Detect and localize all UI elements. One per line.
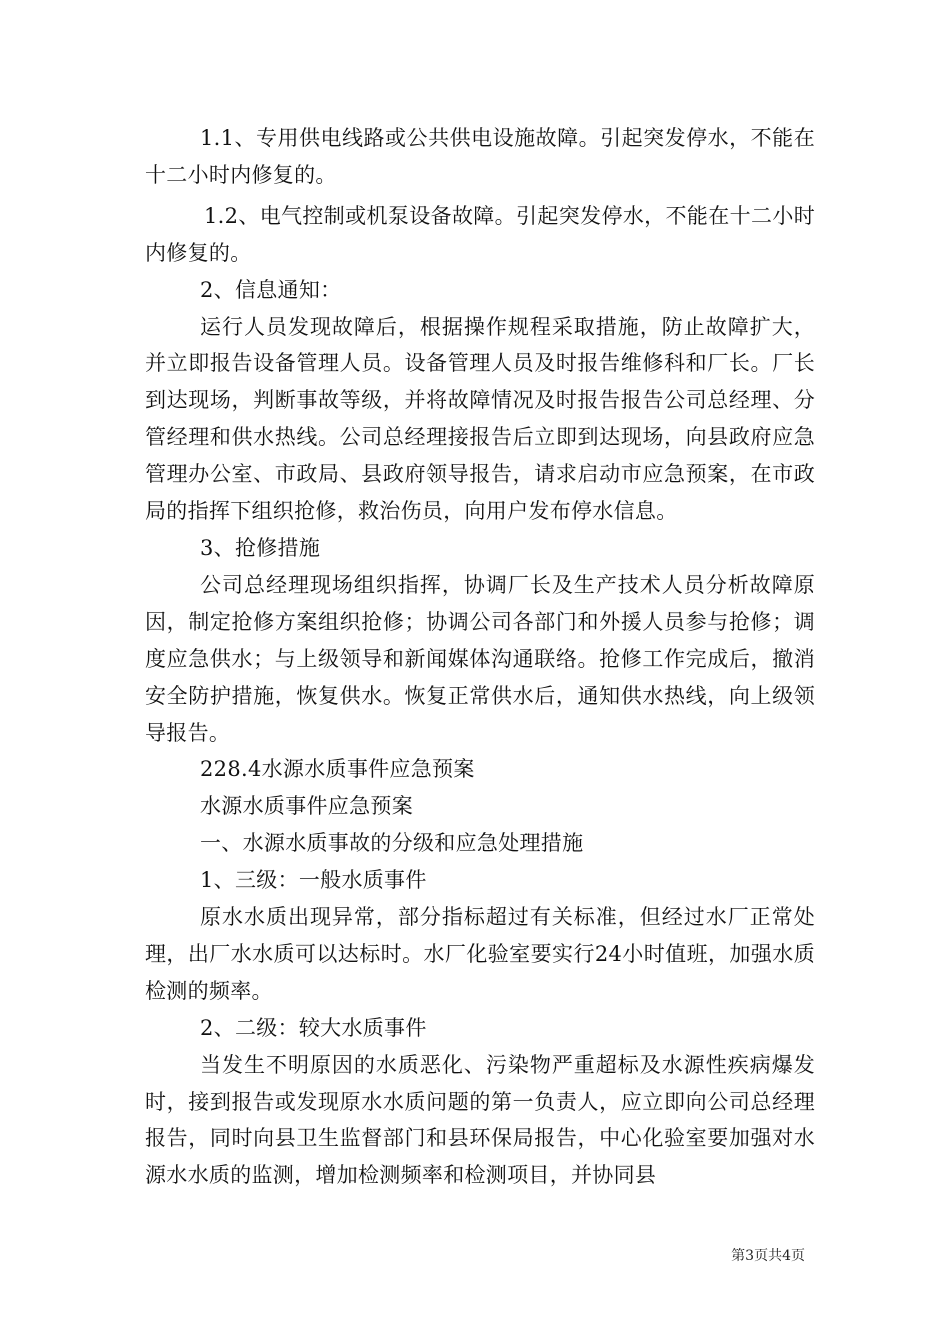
- paragraph-1-2: 1.2、电气控制或机泵设备故障。引起突发停水，不能在十二小时内修复的。: [145, 203, 815, 265]
- plan-title: 水源水质事件应急预案: [200, 794, 413, 819]
- heading-repair-measures: 3、抢修措施: [200, 535, 321, 560]
- page-number: 第3页共4页: [731, 1248, 805, 1264]
- paragraph-level-3: 原水水质出现异常，部分指标超过有关标准，但经过水厂正常处理，出厂水水质可以达标时。水厂化验室要实行24小时值班，加强水质检测的频率。: [145, 905, 815, 1003]
- heading-classification: 一、水源水质事故的分级和应急处理措施: [200, 831, 584, 856]
- paragraph-level-2: 当发生不明原因的水质恶化、污染物严重超标及水源性疾病爆发时，接到报告或发现原水水质问题的第一负责人，应立即向公司总经理报告，同时向县卫生监督部门和县环保局报告，中心化验室要加强对水源水水质的监测，增加检测频率和检测项目，并协同县: [145, 1052, 815, 1188]
- paragraph-1-1: 1.1、专用供电线路或公共供电设施故障。引起突发停水，不能在十二小时内修复的。: [145, 126, 815, 187]
- heading-level-3: 1、三级：一般水质事件: [200, 868, 427, 893]
- section-title-228-4: 228.4水源水质事件应急预案: [200, 757, 475, 782]
- document-body: [145, 120, 815, 1194]
- heading-level-2: 2、二级：较大水质事件: [200, 1015, 427, 1040]
- paragraph-info-notice: 运行人员发现故障后，根据操作规程采取措施，防止故障扩大，并立即报告设备管理人员。设备管理人员及时报告维修科和厂长。厂长到达现场，判断事故等级，并将故障情况及时报告报告公司总经理、分管经理和供水热线。公司总经理接报告后立即到达现场，向县政府应急管理办公室、市政局、县政府领导报告，请求启动市应急预案，在市政局的指挥下组织抢修，救治伤员，向用户发布停水信息。: [145, 314, 815, 524]
- heading-info-notice: 2、信息通知：: [200, 277, 342, 302]
- paragraph-repair-measures: 公司总经理现场组织指挥，协调厂长及生产技术人员分析故障原因，制定抢修方案组织抢修；协调公司各部门和外援人员参与抢修；调度应急供水；与上级领导和新闻媒体沟通联络。抢修工作完成后，撤消安全防护措施，恢复供水。恢复正常供水后，通知供水热线，向上级领导报告。: [145, 572, 815, 745]
